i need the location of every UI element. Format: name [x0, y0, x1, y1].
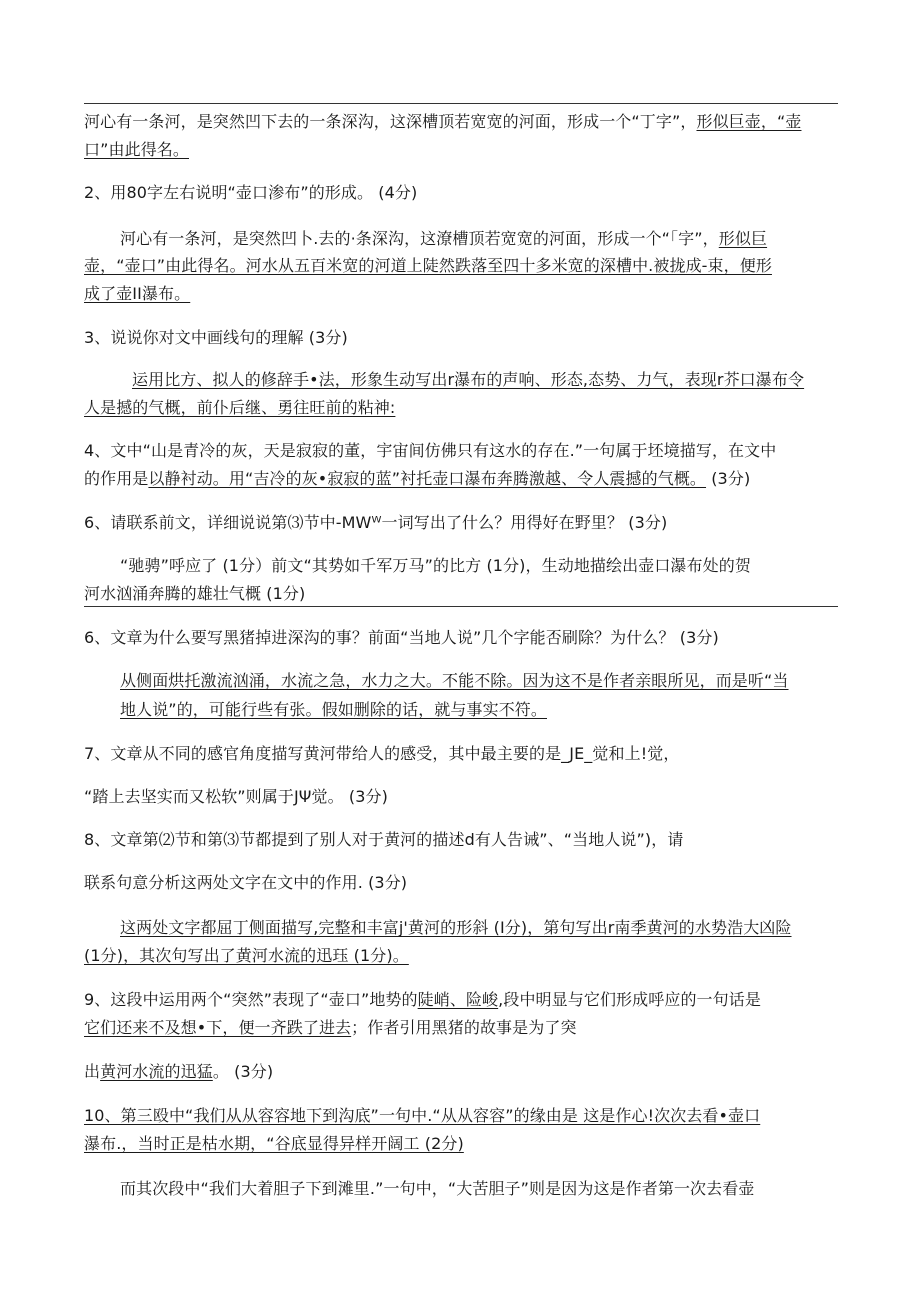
underlined-text: 壶，“壶口”由此得名。河水从五百米宽的河道上陡然跌落至四十多米宽的深槽中.被拢成-束，便形	[84, 256, 772, 275]
text-segment: ；作者引用黑猪的故事是为了突	[351, 1018, 577, 1037]
underlined-text: 地人说”的，可能行些有张。假如删除的话，就与事实不符。	[120, 700, 547, 719]
question-line	[84, 1105, 844, 1127]
text-segment: “驰骋”呼应了 (1分）前文“其势如千军万马”的比方 (1分)，生动地描绘出壶口瀑布处的贺	[120, 556, 751, 575]
underlined-text: 这两处文字都屈丁侧面描写,完整和丰富j'黄河的形斜 (I分)，第句写出r南季黄河的水势浩大凶险	[120, 918, 792, 937]
answer-line	[120, 228, 844, 250]
answer-line	[120, 1178, 844, 1200]
underlined-text: 口”由此得名。	[84, 140, 189, 159]
answer-line	[84, 468, 844, 490]
text-line	[84, 139, 844, 161]
section-rule	[84, 606, 838, 607]
underlined-text: 陡峭、险峻	[417, 990, 499, 1009]
answer-line	[84, 397, 844, 419]
text-segment: 9、这段中运用两个“突然”表现了“壶口”地势的	[84, 990, 418, 1009]
answer-line	[84, 945, 844, 967]
text-segment: 的作用是	[84, 469, 149, 488]
underlined-text: (1分)，其次句写出了黄河水流的迅珏 (1分)。	[84, 946, 409, 965]
text-segment: (3分)	[706, 469, 751, 488]
question-line	[84, 627, 844, 649]
answer-line	[120, 917, 844, 939]
text-line	[84, 111, 844, 133]
text-segment: 6、请联系前文，详细说说第⑶节中-MWᵂ一词写出了什么？用得好在野里？ (3分)	[84, 513, 668, 532]
text-segment: 出	[84, 1062, 101, 1081]
text-segment: “踏上去坚实而又松软”则属于JΨ觉。 (3分)	[84, 787, 388, 806]
question-line	[84, 872, 844, 894]
text-segment: 3、说说你对文中画线句的理解 (3分)	[84, 328, 348, 347]
text-segment: 6、文章为什么要写黑猪掉进深沟的事？前面“当地人说”几个字能否刷除？为什么？ (3分)	[84, 628, 719, 647]
question-line	[84, 512, 844, 534]
question-line	[84, 1017, 844, 1039]
underlined-text: 从侧面烘托激流汹涌，水流之急，水力之大。不能不除。因为这不是作者亲眼所见，而是听“当	[120, 671, 789, 690]
underlined-text: 人是撼的气概，前仆后继、勇往旺前的粘神:	[84, 398, 396, 417]
top-rule	[84, 103, 838, 104]
text-segment: 联系句意分析这两处文字在文中的作用. (3分)	[84, 873, 408, 892]
underlined-text: 成了壶II瀑布。	[84, 284, 191, 303]
question-line	[84, 989, 844, 1011]
answer-line	[120, 670, 844, 692]
question-line	[84, 1061, 844, 1083]
question-line	[84, 182, 844, 204]
text-segment: 8、文章第⑵节和第⑶节都提到了别人对于黄河的描述d有人告诫”、“当地人说”)，请	[84, 830, 684, 849]
question-line	[84, 440, 844, 462]
underlined-text: 形似巨壶，“壶	[696, 112, 802, 131]
answer-line	[120, 555, 844, 577]
text-segment: ,段中明显与它们形成呼应的一句话是	[498, 990, 761, 1009]
underlined-text: 10、第三殴中“我们从从容容地下到沟底”一句中.“从从容容”的缘由是 这是作心!次次去看•壶口	[84, 1106, 761, 1125]
text-segment: 2、用80字左右说明“壶口渗布”的形成。 (4分)	[84, 183, 418, 202]
question-line	[84, 1133, 844, 1155]
text-segment: 而其次段中“我们大着胆子下到滩里.”一句中，“大苦胆子”则是因为这是作者第一次去看壶	[120, 1179, 755, 1198]
underlined-text: 黄河水流的迅猛	[100, 1062, 213, 1081]
question-line	[84, 743, 844, 765]
question-line	[84, 786, 844, 808]
answer-line	[132, 369, 844, 391]
question-line	[84, 829, 844, 851]
answer-line	[120, 699, 844, 721]
text-segment: 河心有一条河，是突然凹下去的一条深沟，这深槽顶若宽宽的河面，形成一个“丁字”，	[84, 112, 697, 131]
text-segment: 4、文中“山是青冷的灰，天是寂寂的董，宇宙间仿佛只有这水的存在.”一句属于坯境描写，在文中	[84, 441, 777, 460]
text-segment: 河水汹涌奔腾的雄壮气概 (1分)	[84, 584, 306, 603]
text-segment: 7、文章从不同的感官角度描写黄河带给人的感受，其中最主要的是_JE_觉和上!觉，	[84, 744, 680, 763]
underlined-text: 形似巨	[718, 229, 768, 248]
question-line	[84, 327, 844, 349]
text-segment: 。 (3分)	[212, 1062, 274, 1081]
underlined-text: 运用比方、拟人的修辞手•法，形象生动写出r瀑布的声响、形态,态势、力气，表现r芥口瀑布令	[132, 370, 805, 389]
answer-line	[84, 283, 844, 305]
underlined-text: 它们还来不及想•下，便一齐跌了进去	[84, 1018, 352, 1037]
underlined-text: 以静衬动。用“吉冷的灰•寂寂的蓝”衬托壶口瀑布奔腾激越、令人震撼的气概。	[148, 469, 707, 488]
text-segment: 河心有一条河，是突然凹卜.去的·条深沟，这潦槽顶若宽宽的河面，形成一个“「字”，	[120, 229, 719, 248]
answer-line	[84, 583, 844, 605]
underlined-text: 瀑布.，当时正是枯水期，“谷底显得异样开阔工 (2分)	[84, 1134, 464, 1153]
answer-line	[84, 255, 844, 277]
